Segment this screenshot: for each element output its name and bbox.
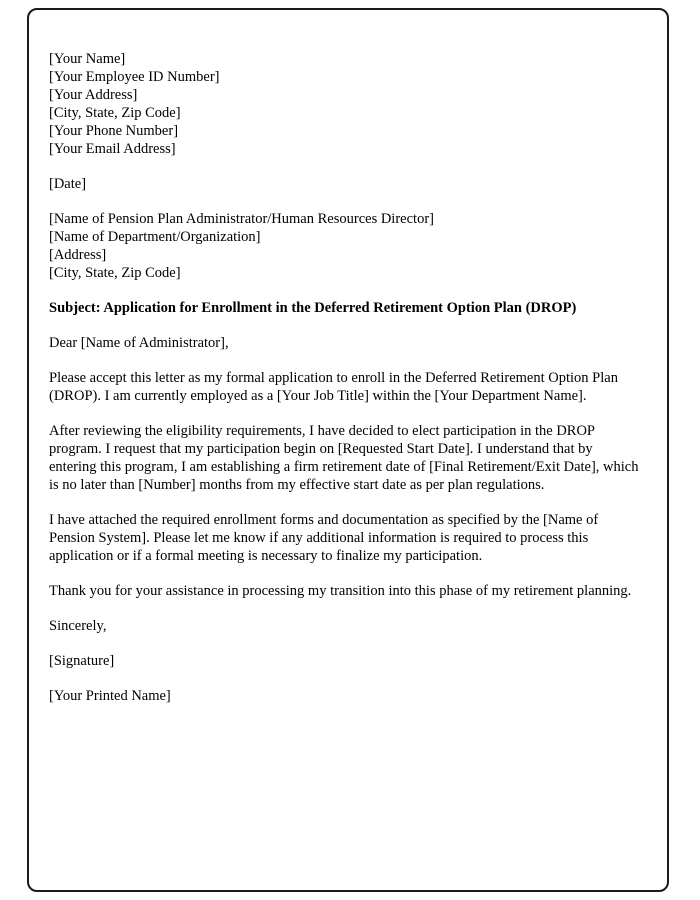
sender-name-line: [Your Name] <box>49 51 126 67</box>
letter-body <box>29 10 665 705</box>
sender-employee-id-line: [Your Employee ID Number] <box>49 69 220 85</box>
recipient-department-line: [Name of Department/Organization] <box>49 229 261 245</box>
sender-address-block <box>49 50 641 158</box>
sender-city-state-zip-line: [City, State, Zip Code] <box>49 105 181 121</box>
recipient-administrator-line: [Name of Pension Plan Administrator/Human Resources Director] <box>49 211 434 227</box>
closing: Sincerely, <box>49 618 107 634</box>
recipient-address-line: [Address] <box>49 247 107 263</box>
sender-address-line: [Your Address] <box>49 87 138 103</box>
sender-email-line: [Your Email Address] <box>49 141 176 157</box>
date-line: [Date] <box>49 176 87 192</box>
letter-page-frame <box>27 8 669 892</box>
printed-name-placeholder: [Your Printed Name] <box>49 688 171 704</box>
salutation: Dear [Name of Administrator], <box>49 335 229 351</box>
recipient-address-block <box>49 210 641 282</box>
recipient-city-state-zip-line: [City, State, Zip Code] <box>49 265 181 281</box>
paragraph-participation-details: After reviewing the eligibility requirements, I have decided to elect participation in the DROP program. I request that my participation begin on [Requested Start Date]. I understand that by entering this program, I am establishing a firm retirement date of [Final Retirement/Exit Date], which is no later than [Number] months from my effective start date as per plan regulations. <box>49 423 639 493</box>
subject-line: Subject: Application for Enrollment in the Deferred Retirement Option Plan (DROP) <box>49 300 577 316</box>
paragraph-thank-you: Thank you for your assistance in processing my transition into this phase of my retirement planning. <box>49 583 632 599</box>
date-block <box>49 175 641 193</box>
paragraph-application: Please accept this letter as my formal application to enroll in the Deferred Retirement Option Plan (DROP). I am currently employed as a [Your Job Title] within the [Your Department Name]. <box>49 370 618 404</box>
signature-placeholder: [Signature] <box>49 653 115 669</box>
sender-phone-line: [Your Phone Number] <box>49 123 179 139</box>
paragraph-enrollment-forms: I have attached the required enrollment forms and documentation as specified by the [Name of Pension System]. Please let me know if any additional information is required to process this application or if a formal meeting is necessary to finalize my participation. <box>49 512 599 564</box>
